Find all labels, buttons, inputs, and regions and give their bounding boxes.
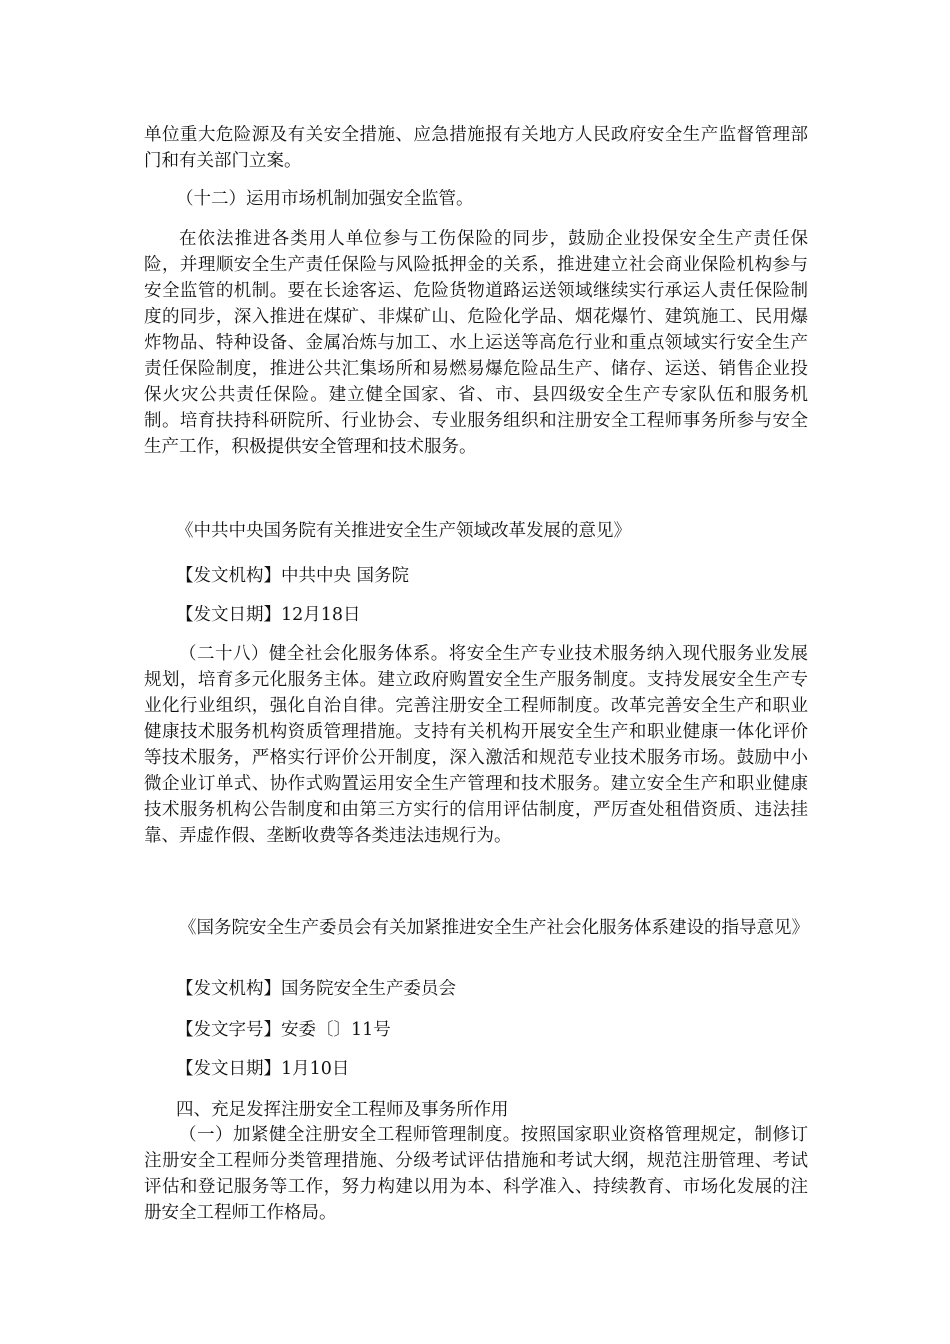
document-number-2: 【发文字号】安委〔〕11号 — [176, 1020, 391, 1040]
document-issuer-2: 【发文机构】国务院安全生产委员会 — [176, 979, 456, 999]
document-title-2: 《国务院安全生产委员会有关加紧推进安全生产社会化服务体系建设的指导意见》 — [179, 918, 809, 938]
paragraph-hazard-filing: 单位重大危险源及有关安全措施、应急措施报有关地方人民政府安全生产监督管理部门和有关部门立案。 — [144, 125, 808, 171]
document-date-1: 【发文日期】12月18日 — [176, 605, 361, 625]
document-date-2: 【发文日期】1月10日 — [176, 1059, 350, 1079]
document-title-1: 《中共中央国务院有关推进安全生产领域改革发展的意见》 — [176, 521, 631, 541]
paragraph-insurance: 在依法推进各类用人单位参与工伤保险的同步，鼓励企业投保安全生产责任保险，并理顺安全生产责任保险与风险抵押金的关系，推进建立社会商业保险机构参与安全监管的机制。要在长途客运、危险货物道路运送领域继续实行承运人责任保险制度的同步，深入推进在煤矿、非煤矿山、危险化学品、烟花爆竹、建筑施工、民用爆炸物品、特种设备、金属冶炼与加工、水上运送等高危行业和重点领域实行安全生产责任保险制度，推进公共汇集场所和易燃易爆危险品生产、储存、运送、销售企业投保火灾公共责任保险。建立健全国家、省、市、县四级安全生产专家队伍和服务机制。培育扶持科研院所、行业协会、专业服务组织和注册安全工程师事务所参与安全生产工作，积极提供安全管理和技术服务。 — [144, 229, 808, 457]
paragraph-social-service-system: （二十八）健全社会化服务体系。将安全生产专业技术服务纳入现代服务业发展规划，培育多元化服务主体。建立政府购置安全生产服务制度。支持发展安全生产专业化行业组织，强化自治自律。完善注册安全工程师制度。改革完善安全生产和职业健康技术服务机构资质管理措施。支持有关机构开展安全生产和职业健康一体化评价等技术服务，严格实行评价公开制度，深入激活和规范专业技术服务市场。鼓励中小微企业订单式、协作式购置运用安全生产管理和技术服务。建立安全生产和职业健康技术服务机构公告制度和由第三方实行的信用评估制度，严厉查处租借资质、违法挂靠、弄虚作假、垄断收费等各类违法违规行为。 — [144, 644, 808, 846]
section-heading-market-mechanism: （十二）运用市场机制加强安全监管。 — [176, 189, 474, 209]
paragraph-engineer-management: （一）加紧健全注册安全工程师管理制度。按照国家职业资格管理规定，制修订注册安全工程师分类管理措施、分级考试评估措施和考试大纲，规范注册管理、考试评估和登记服务等工作，努力构建以用为本、科学准入、持续教育、市场化发展的注册安全工程师工作格局。 — [144, 1125, 808, 1223]
section-heading-engineers: 四、充足发挥注册安全工程师及事务所作用 — [176, 1100, 509, 1120]
document-issuer-1: 【发文机构】中共中央 国务院 — [176, 566, 410, 586]
